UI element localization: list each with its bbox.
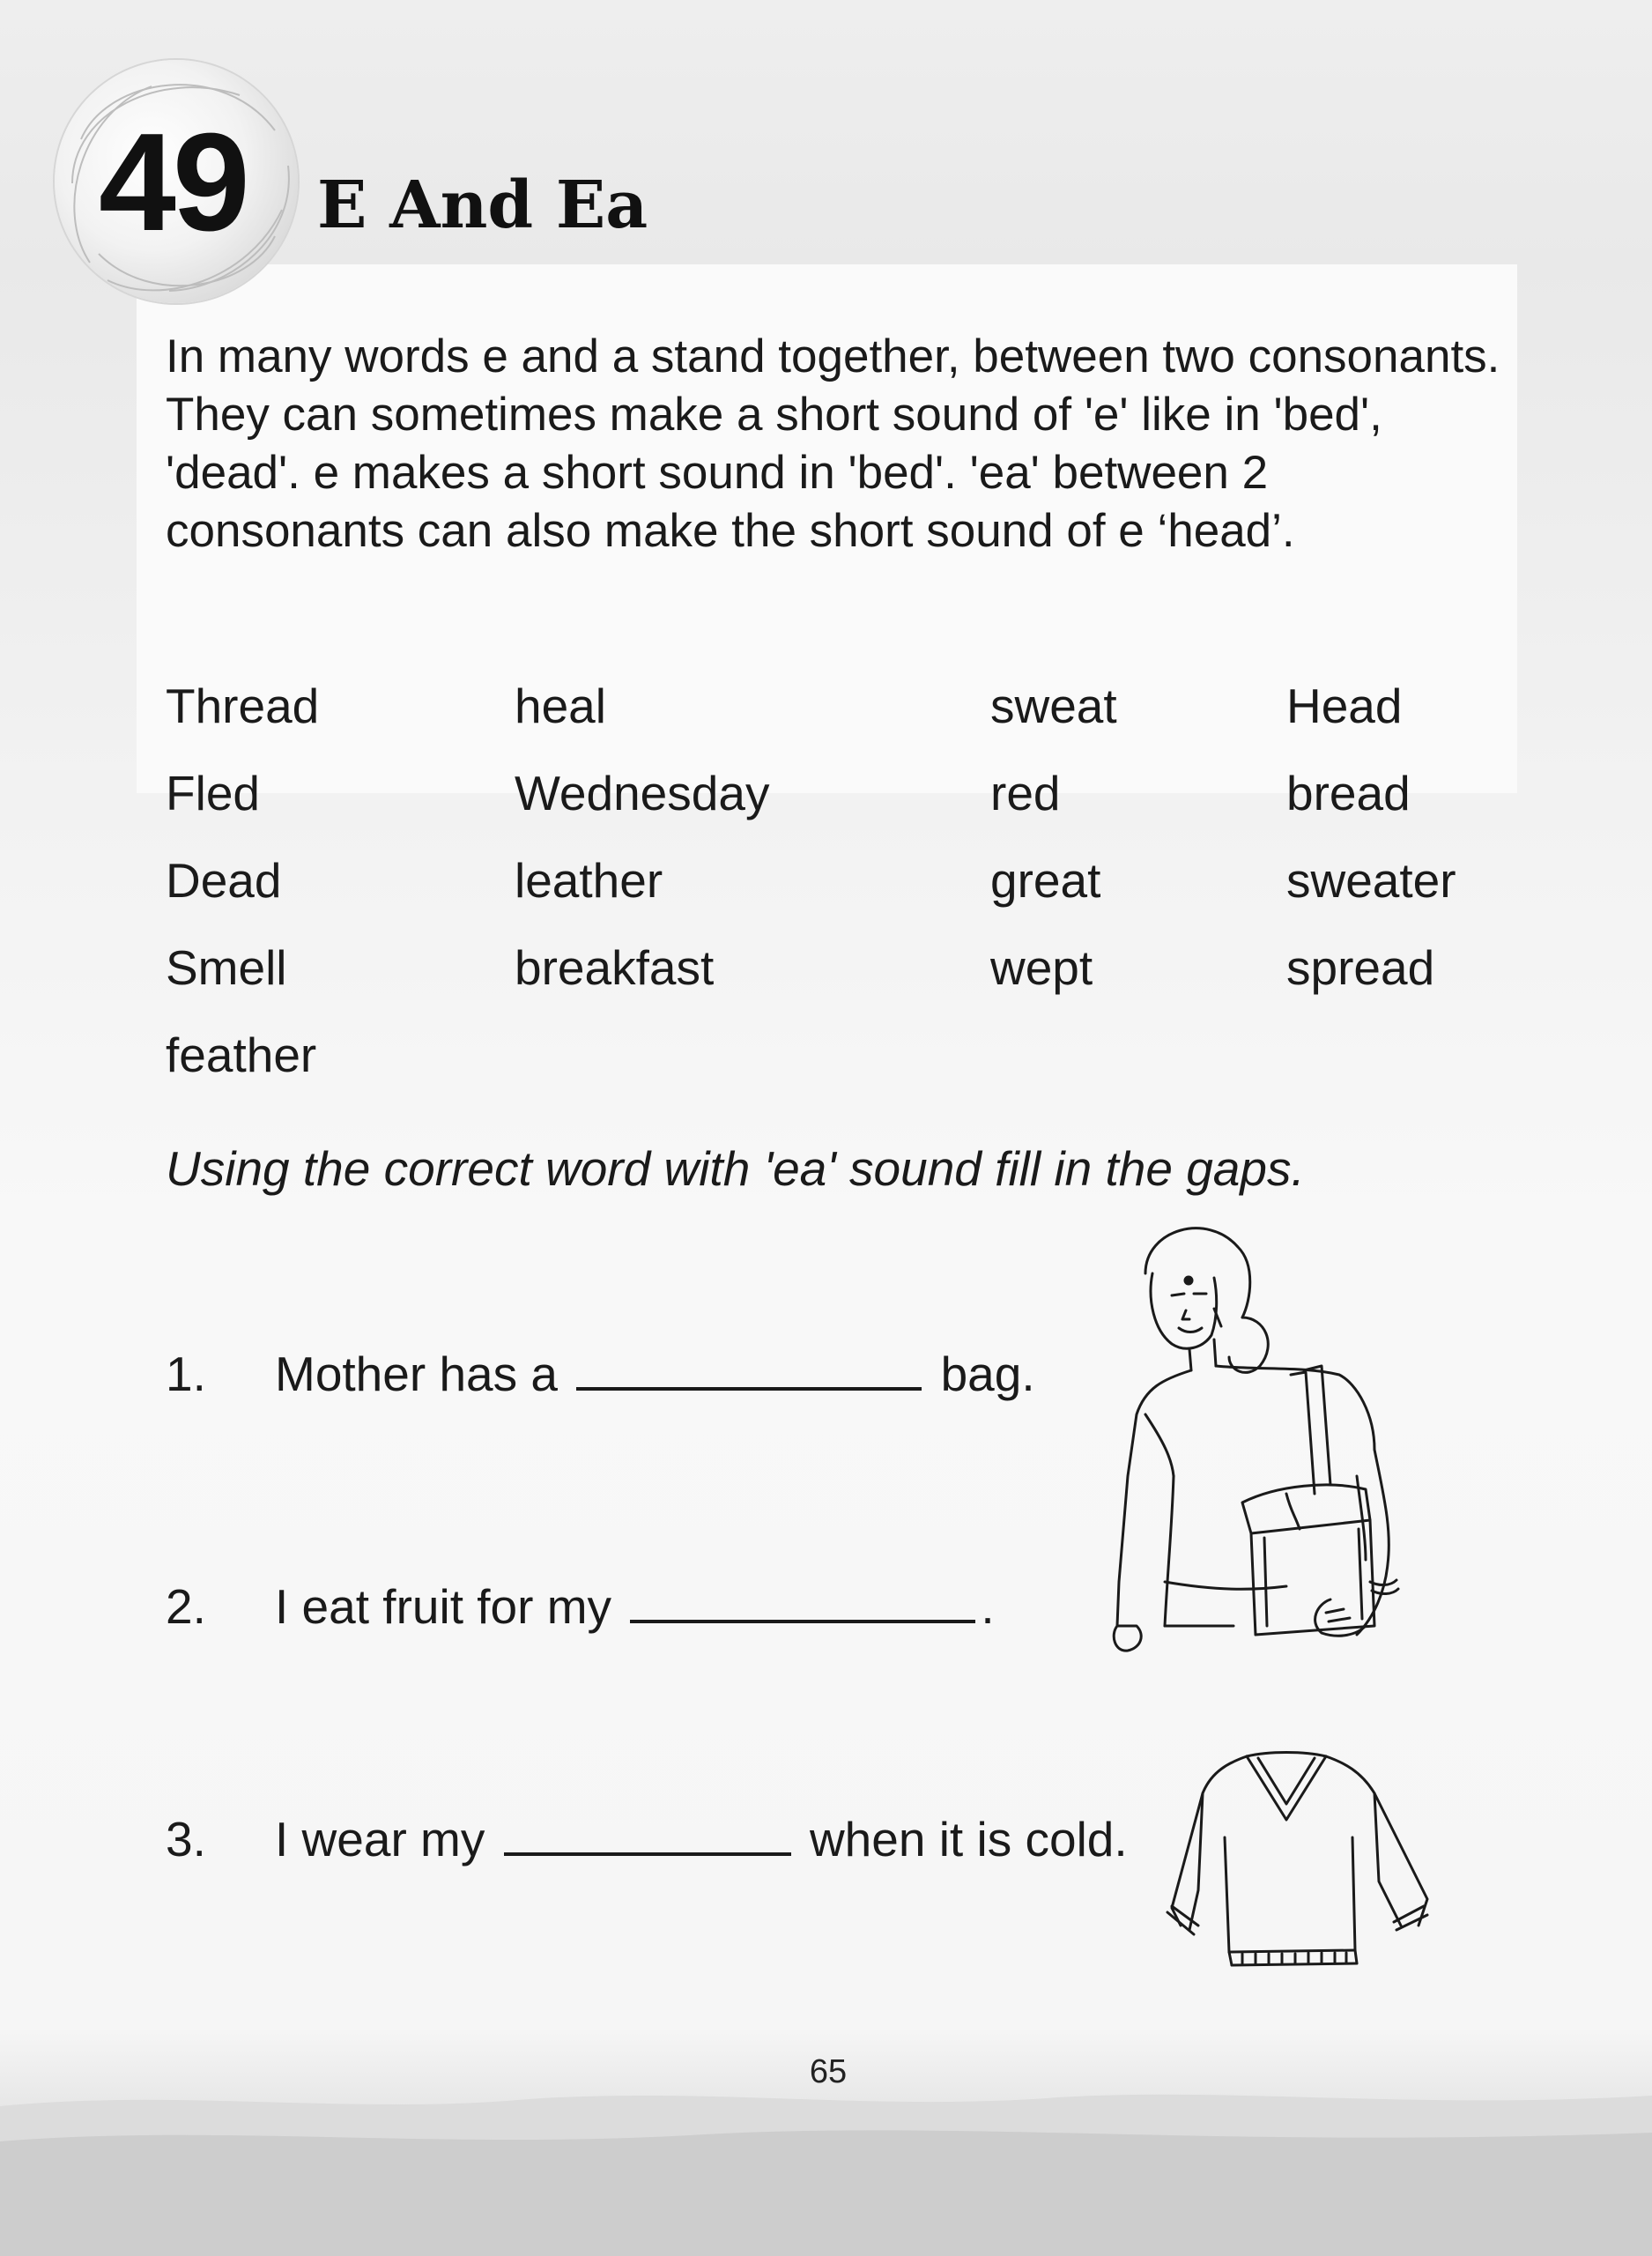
word-item: feather: [166, 1028, 317, 1082]
lesson-title: E And Ea: [317, 167, 648, 243]
word-item: heal: [515, 679, 606, 733]
lesson-number: 49: [99, 105, 247, 260]
question-text-after: bag.: [940, 1347, 1035, 1401]
word-item: sweater: [1286, 853, 1456, 908]
word-item: Wednesday: [515, 766, 770, 820]
word-item: Thread: [166, 679, 320, 733]
question-number: 3.: [166, 1812, 206, 1866]
question-number: 2.: [166, 1579, 206, 1634]
question-text: [275, 1577, 995, 1636]
question-text-after: .: [981, 1579, 995, 1634]
intro-paragraph: In many words e and a stand together, between two consonants. They can sometimes make a short sound of 'e' like in 'bed', 'dead'. e makes a short sound in 'bed'. 'ea' between 2 consonants can also make the short sound of e ‘head’.: [166, 330, 1500, 557]
question-text-before: Mother has a: [275, 1347, 559, 1401]
exercise-instruction: Using the correct word with 'ea' sound fill in the gaps.: [166, 1141, 1305, 1196]
answer-blank[interactable]: [576, 1345, 922, 1391]
question-text-before: I eat fruit for my: [275, 1579, 612, 1634]
word-item: Dead: [166, 853, 282, 908]
word-item: Head: [1286, 679, 1403, 733]
answer-blank[interactable]: [630, 1577, 975, 1623]
word-item: Smell: [166, 940, 287, 995]
question-text-after: when it is cold.: [809, 1812, 1128, 1866]
question-number: 1.: [166, 1347, 206, 1401]
word-item: breakfast: [515, 940, 715, 995]
word-item: great: [990, 853, 1101, 908]
word-item: bread: [1286, 766, 1411, 820]
word-item: sweat: [990, 679, 1117, 733]
question-text: [275, 1345, 1035, 1403]
question-text: [275, 1810, 1128, 1868]
word-item: red: [990, 766, 1061, 820]
question-text-before: I wear my: [275, 1812, 485, 1866]
page-bottom-wave: [0, 2080, 1652, 2256]
page-number: 65: [809, 2053, 848, 2090]
sweater-icon: [1163, 1749, 1463, 1987]
word-item: spread: [1286, 940, 1435, 995]
woman-with-bag-icon: [1110, 1212, 1427, 1683]
answer-blank[interactable]: [504, 1810, 791, 1856]
word-item: leather: [515, 853, 663, 908]
word-item: wept: [990, 940, 1093, 995]
word-item: Fled: [166, 766, 260, 820]
